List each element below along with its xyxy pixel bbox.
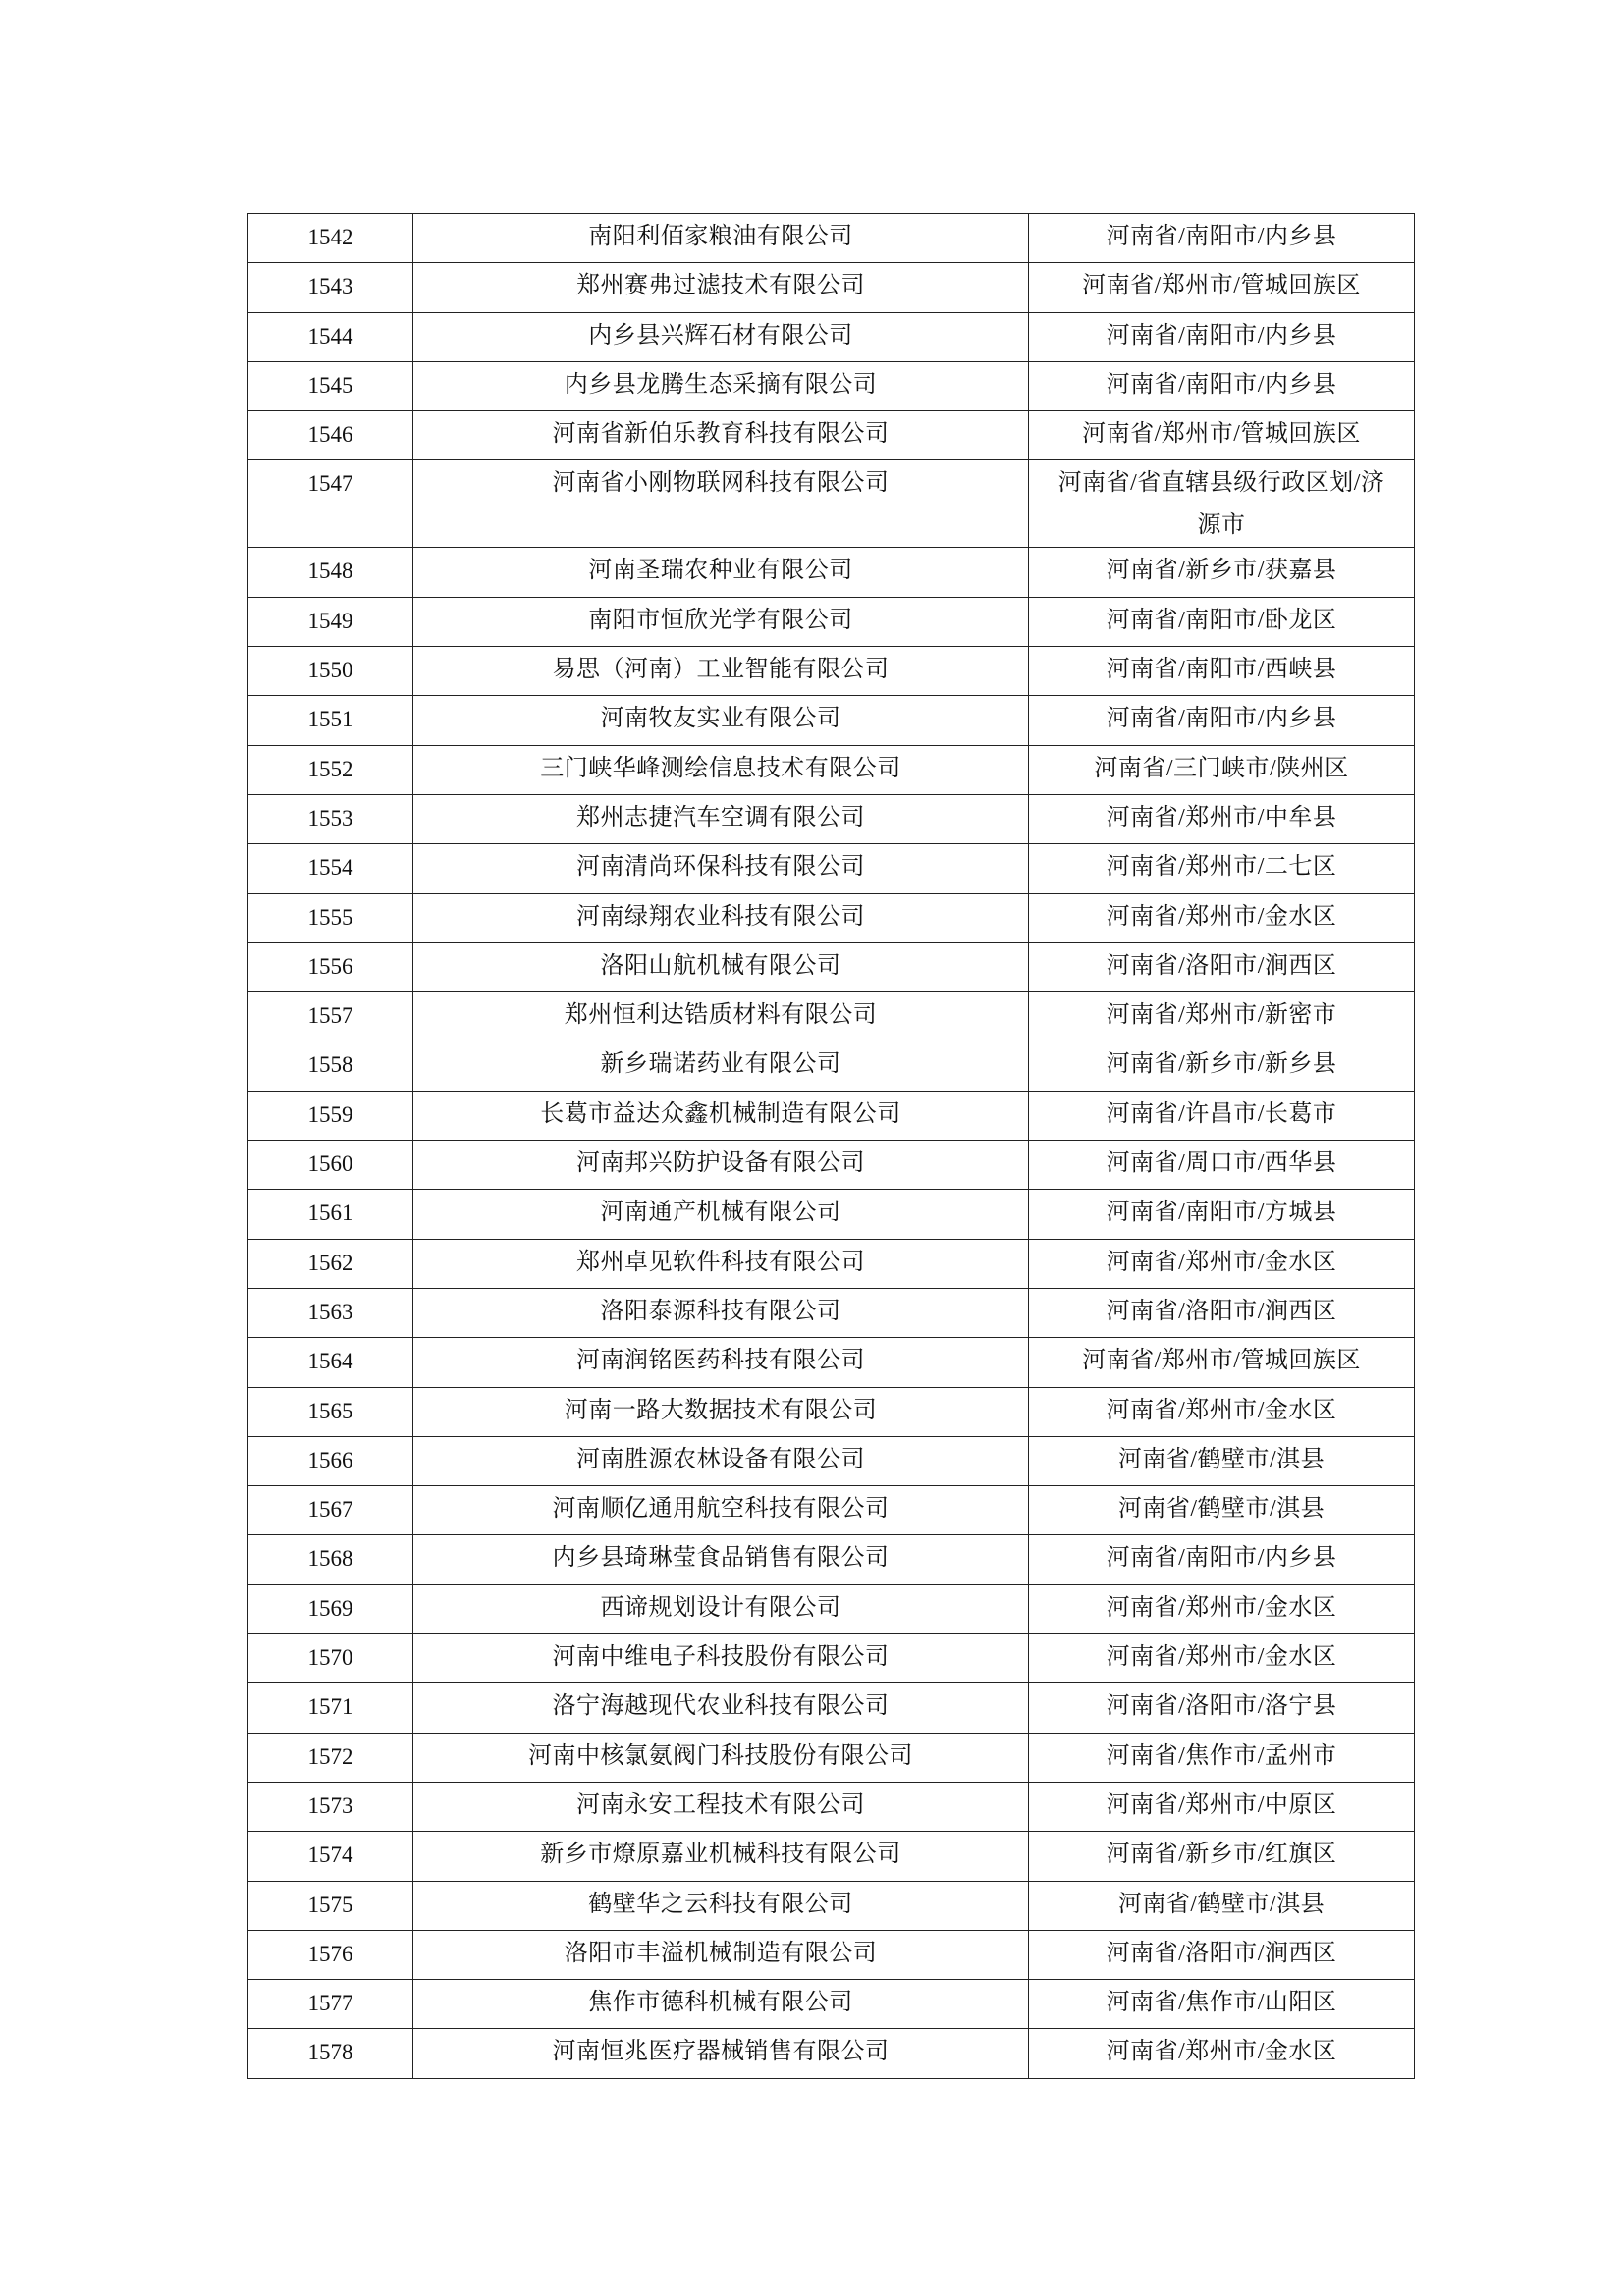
region-cell: 河南省/郑州市/金水区 (1029, 1387, 1415, 1436)
table-row (248, 1980, 1415, 2029)
region-cell: 河南省/南阳市/内乡县 (1029, 214, 1415, 263)
region-cell: 河南省/南阳市/卧龙区 (1029, 597, 1415, 646)
company-name: 南阳市恒欣光学有限公司 (413, 597, 1029, 646)
row-number: 1547 (248, 460, 413, 548)
company-name: 郑州恒利达锆质材料有限公司 (413, 992, 1029, 1041)
region-cell: 河南省/郑州市/金水区 (1029, 2029, 1415, 2078)
company-name: 河南通产机械有限公司 (413, 1190, 1029, 1239)
table-row (248, 1930, 1415, 1979)
table-row (248, 1091, 1415, 1140)
company-name: 易思（河南）工业智能有限公司 (413, 647, 1029, 696)
region-cell: 河南省/南阳市/内乡县 (1029, 361, 1415, 410)
company-name: 河南省新伯乐教育科技有限公司 (413, 411, 1029, 460)
row-number: 1542 (248, 214, 413, 263)
company-name: 河南圣瑞农种业有限公司 (413, 548, 1029, 597)
table-row (248, 312, 1415, 361)
row-number: 1572 (248, 1733, 413, 1782)
row-number: 1566 (248, 1436, 413, 1485)
row-number: 1563 (248, 1288, 413, 1337)
company-name: 河南牧友实业有限公司 (413, 696, 1029, 745)
company-name: 河南顺亿通用航空科技有限公司 (413, 1486, 1029, 1535)
table-row (248, 992, 1415, 1041)
region-cell: 河南省/南阳市/内乡县 (1029, 696, 1415, 745)
table-row (248, 1041, 1415, 1091)
table-row (248, 1436, 1415, 1485)
region-cell: 河南省/焦作市/孟州市 (1029, 1733, 1415, 1782)
region-cell: 河南省/南阳市/方城县 (1029, 1190, 1415, 1239)
company-name: 新乡瑞诺药业有限公司 (413, 1041, 1029, 1091)
row-number: 1560 (248, 1141, 413, 1190)
row-number: 1551 (248, 696, 413, 745)
company-name: 三门峡华峰测绘信息技术有限公司 (413, 745, 1029, 794)
region-cell: 河南省/新乡市/获嘉县 (1029, 548, 1415, 597)
table-row (248, 1486, 1415, 1535)
row-number: 1573 (248, 1782, 413, 1831)
company-name: 河南绿翔农业科技有限公司 (413, 893, 1029, 942)
region-cell: 河南省/郑州市/二七区 (1029, 844, 1415, 893)
company-name: 内乡县龙腾生态采摘有限公司 (413, 361, 1029, 410)
region-cell: 河南省/郑州市/管城回族区 (1029, 411, 1415, 460)
row-number: 1556 (248, 942, 413, 991)
region-cell: 河南省/南阳市/内乡县 (1029, 1535, 1415, 1584)
table-row (248, 1535, 1415, 1584)
region-cell: 河南省/郑州市/金水区 (1029, 1584, 1415, 1633)
row-number: 1569 (248, 1584, 413, 1633)
region-cell: 河南省/周口市/西华县 (1029, 1141, 1415, 1190)
company-name: 河南一路大数据技术有限公司 (413, 1387, 1029, 1436)
region-cell: 河南省/洛阳市/洛宁县 (1029, 1683, 1415, 1733)
region-cell: 河南省/郑州市/新密市 (1029, 992, 1415, 1041)
region-cell: 河南省/洛阳市/涧西区 (1029, 1930, 1415, 1979)
row-number: 1574 (248, 1832, 413, 1881)
company-name: 洛阳泰源科技有限公司 (413, 1288, 1029, 1337)
company-name: 焦作市德科机械有限公司 (413, 1980, 1029, 2029)
row-number: 1567 (248, 1486, 413, 1535)
table-row (248, 696, 1415, 745)
company-name: 鹤壁华之云科技有限公司 (413, 1881, 1029, 1930)
table-row (248, 647, 1415, 696)
company-name: 洛阳市丰溢机械制造有限公司 (413, 1930, 1029, 1979)
table-row (248, 597, 1415, 646)
row-number: 1571 (248, 1683, 413, 1733)
region-cell: 河南省/郑州市/中牟县 (1029, 794, 1415, 843)
company-name: 河南清尚环保科技有限公司 (413, 844, 1029, 893)
table-row (248, 1782, 1415, 1831)
table-row (248, 460, 1415, 548)
table-row (248, 1387, 1415, 1436)
region-cell: 河南省/郑州市/管城回族区 (1029, 263, 1415, 312)
row-number: 1557 (248, 992, 413, 1041)
table-row (248, 1733, 1415, 1782)
company-name: 河南胜源农林设备有限公司 (413, 1436, 1029, 1485)
row-number: 1562 (248, 1239, 413, 1288)
row-number: 1554 (248, 844, 413, 893)
table-row (248, 2029, 1415, 2078)
row-number: 1546 (248, 411, 413, 460)
row-number: 1576 (248, 1930, 413, 1979)
region-cell: 河南省/郑州市/中原区 (1029, 1782, 1415, 1831)
region-cell: 河南省/新乡市/红旗区 (1029, 1832, 1415, 1881)
row-number: 1561 (248, 1190, 413, 1239)
row-number: 1553 (248, 794, 413, 843)
table-row (248, 1288, 1415, 1337)
table-row (248, 942, 1415, 991)
company-name: 河南中核氯氨阀门科技股份有限公司 (413, 1733, 1029, 1782)
company-name: 西谛规划设计有限公司 (413, 1584, 1029, 1633)
region-cell: 河南省/郑州市/金水区 (1029, 1239, 1415, 1288)
table-row (248, 1338, 1415, 1387)
table-row (248, 1881, 1415, 1930)
region-cell: 河南省/鹤壁市/淇县 (1029, 1881, 1415, 1930)
table-row (248, 844, 1415, 893)
row-number: 1544 (248, 312, 413, 361)
table-body (248, 214, 1415, 2079)
region-cell: 河南省/鹤壁市/淇县 (1029, 1436, 1415, 1485)
company-name: 河南中维电子科技股份有限公司 (413, 1634, 1029, 1683)
company-name: 河南永安工程技术有限公司 (413, 1782, 1029, 1831)
company-name: 内乡县兴辉石材有限公司 (413, 312, 1029, 361)
company-name: 洛阳山航机械有限公司 (413, 942, 1029, 991)
table-row (248, 893, 1415, 942)
region-cell: 河南省/三门峡市/陕州区 (1029, 745, 1415, 794)
region-cell: 河南省/新乡市/新乡县 (1029, 1041, 1415, 1091)
table-row (248, 361, 1415, 410)
company-name: 南阳利佰家粮油有限公司 (413, 214, 1029, 263)
table-row (248, 548, 1415, 597)
row-number: 1565 (248, 1387, 413, 1436)
row-number: 1564 (248, 1338, 413, 1387)
company-name: 河南省小刚物联网科技有限公司 (413, 460, 1029, 548)
region-cell: 河南省/鹤壁市/淇县 (1029, 1486, 1415, 1535)
company-name: 新乡市燎原嘉业机械科技有限公司 (413, 1832, 1029, 1881)
company-name: 内乡县琦琳莹食品销售有限公司 (413, 1535, 1029, 1584)
table-row (248, 1584, 1415, 1633)
region-cell: 河南省/省直辖县级行政区划/济源市 (1029, 460, 1415, 548)
row-number: 1545 (248, 361, 413, 410)
region-cell: 河南省/郑州市/金水区 (1029, 1634, 1415, 1683)
table-row (248, 1239, 1415, 1288)
row-number: 1578 (248, 2029, 413, 2078)
region-cell: 河南省/郑州市/管城回族区 (1029, 1338, 1415, 1387)
company-name: 郑州赛弗过滤技术有限公司 (413, 263, 1029, 312)
company-name: 郑州志捷汽车空调有限公司 (413, 794, 1029, 843)
table-row (248, 1190, 1415, 1239)
table-row (248, 745, 1415, 794)
region-cell: 河南省/南阳市/内乡县 (1029, 312, 1415, 361)
row-number: 1555 (248, 893, 413, 942)
company-table (247, 213, 1415, 2079)
row-number: 1568 (248, 1535, 413, 1584)
table-row (248, 214, 1415, 263)
table-row (248, 1141, 1415, 1190)
row-number: 1548 (248, 548, 413, 597)
table-row (248, 794, 1415, 843)
row-number: 1570 (248, 1634, 413, 1683)
region-cell: 河南省/洛阳市/涧西区 (1029, 1288, 1415, 1337)
company-name: 河南恒兆医疗器械销售有限公司 (413, 2029, 1029, 2078)
region-cell: 河南省/许昌市/长葛市 (1029, 1091, 1415, 1140)
table-row (248, 1683, 1415, 1733)
row-number: 1543 (248, 263, 413, 312)
company-name: 河南润铭医药科技有限公司 (413, 1338, 1029, 1387)
company-name: 洛宁海越现代农业科技有限公司 (413, 1683, 1029, 1733)
table-row (248, 411, 1415, 460)
row-number: 1575 (248, 1881, 413, 1930)
company-name: 长葛市益达众鑫机械制造有限公司 (413, 1091, 1029, 1140)
row-number: 1559 (248, 1091, 413, 1140)
region-cell: 河南省/焦作市/山阳区 (1029, 1980, 1415, 2029)
company-name: 郑州卓见软件科技有限公司 (413, 1239, 1029, 1288)
row-number: 1550 (248, 647, 413, 696)
region-cell: 河南省/洛阳市/涧西区 (1029, 942, 1415, 991)
region-cell: 河南省/南阳市/西峡县 (1029, 647, 1415, 696)
row-number: 1558 (248, 1041, 413, 1091)
row-number: 1549 (248, 597, 413, 646)
table-row (248, 263, 1415, 312)
region-cell: 河南省/郑州市/金水区 (1029, 893, 1415, 942)
table-row (248, 1634, 1415, 1683)
row-number: 1577 (248, 1980, 413, 2029)
row-number: 1552 (248, 745, 413, 794)
table-row (248, 1832, 1415, 1881)
company-name: 河南邦兴防护设备有限公司 (413, 1141, 1029, 1190)
